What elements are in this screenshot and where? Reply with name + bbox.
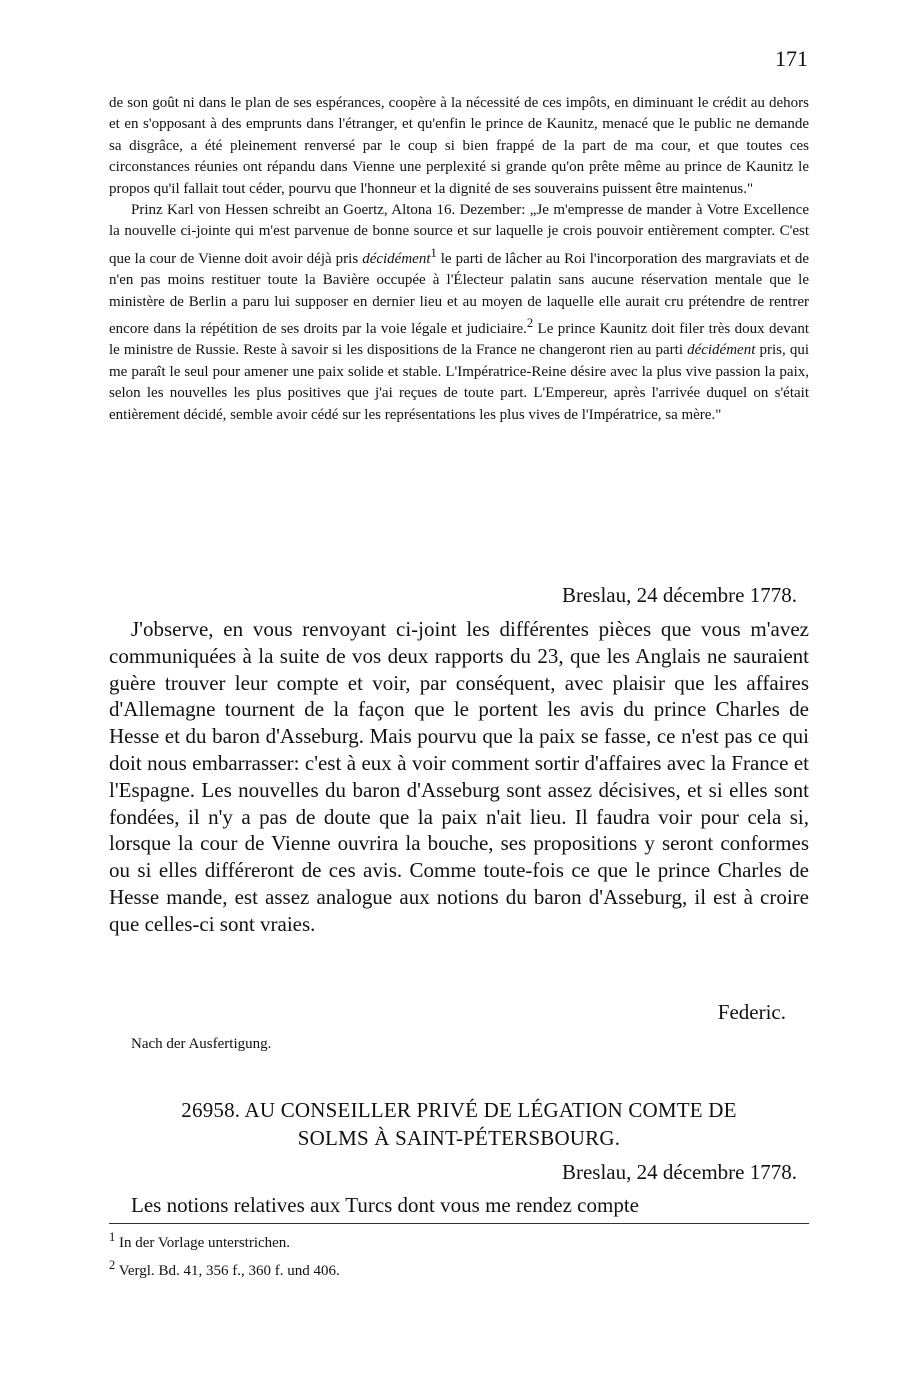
source-note: Nach der Ausfertigung. xyxy=(131,1036,272,1052)
letter1-dateline: Breslau, 24 décembre 1778. xyxy=(561,583,797,607)
letter2-body-start: Les notions relatives aux Turcs dont vous me rendez compte xyxy=(131,1193,639,1217)
footnote-text: In der Vorlage unterstrichen. xyxy=(119,1235,291,1251)
quoted-passage xyxy=(109,93,809,426)
footnote-1 xyxy=(109,1226,340,1254)
quote-paragraph-2 xyxy=(109,200,809,426)
letter1-body: J'observe, en vous renvoyant ci-joint les différentes pièces que vous m'avez communiquées à la suite de vos deux rapports du 23, que les Anglais ne sauraient guère trouver leur compte et voir, par conséquent, avec plaisir que les affaires d'Allemagne tournent de la façon que le portent les avis du prince Charles de Hesse et du baron d'Asseburg. Mais pourvu que la paix se fasse, ce n'est pas ce qui doit nous embarrasser: c'est à eux à voir comment sortir d'affaires avec la France et l'Espagne. Les nouvelles du baron d'Asseburg sont assez décisives, et si elles sont fondées, il n'y a pas de doute que la paix n'ait lieu. Il faudra voir pour cela si, lorsque la cour de Vienne ouvrira la bouche, ses propositions y seront conformes ou si elles différeront de ces avis. Comme toute-fois ce que le prince Charles de Hesse mande, est assez analogue aux notions du baron d'Asseburg, il est à croire que celles-ci sont vraies. xyxy=(109,617,809,936)
letter2-dateline: Breslau, 24 décembre 1778. xyxy=(561,1160,797,1184)
footnote-ref-1: 1 xyxy=(430,245,437,260)
letter2-heading xyxy=(109,1096,809,1152)
heading-line-1 xyxy=(109,1096,809,1124)
quote-text: pris, qui me paraît le seul pour amener une paix solide et stable. L'Impératrice-Reine désire avec la plus vive passion la paix, selon les nouvelles les plus positives que j'ai reçues de toute part. L'Empereur, après l'arrivée duquel on s'était entièrement décidé, semble avoir cédé sur les représentations les plus vives de l'Impératrice, sa mère." xyxy=(109,342,809,423)
quote-paragraph-1: de son goût ni dans le plan de ses espérances, coopère à la nécessité de ces impôts, en diminuant le crédit au dehors et en s'opposant à des emprunts dans l'étranger, et qu'enfin le prince de Kaunitz, menacé que le public ne demande sa disgrâce, a été pleinement renversé par le coup si bien frappé de la part de ma cour, et que toutes ces circonstances réunies ont répandu dans Vienne une perplexité si grande qu'on prête même au prince de Kaunitz le propos qu'il fallait tout céder, pourvu que l'honneur et la dignité de ses souverains puissent être maintenus." xyxy=(109,95,809,197)
footnote-mark: 1 xyxy=(109,1230,116,1244)
footnote-mark: 2 xyxy=(109,1258,116,1272)
emphasis: décidément xyxy=(687,342,756,359)
footnote-rule xyxy=(109,1223,809,1224)
heading-text: AU CONSEILLER PRIVÉ DE LÉGATION COMTE DE xyxy=(244,1098,737,1122)
footnote-2 xyxy=(109,1254,340,1282)
page-number: 171 xyxy=(775,46,808,71)
footnotes xyxy=(109,1226,340,1282)
heading-line-2: SOLMS À SAINT-PÉTERSBOURG. xyxy=(297,1126,621,1150)
letter-number: 26958. xyxy=(181,1098,241,1122)
quote-text: le parti de lâcher au Roi l'incorporation des margraviats et de n'en pas moins restituer toute la Bavière occupée à l'Électeur palatin sans aucune réservation mentale que le ministère de Berlin a paru lui supposer en dernier lieu et au moyen de laquelle elle aurait cru prétendre de rentrer encore dans la répétition de ses droits par la voie légale et judiciaire. xyxy=(109,250,810,338)
quote-text: Prinz Karl von Hessen schreibt an Goertz, Altona 16. Dezember: „Je m'empresse de mander à Votre Excellence la nouvelle ci-jointe qui m'est parvenue de bonne source et sur laquelle je crois pouvoir entièrement compter. C'est que la cour de Vienne doit avoir déjà pris xyxy=(109,202,809,267)
footnote-ref-2: 2 xyxy=(526,316,534,331)
emphasis: décidément xyxy=(362,250,431,267)
quote-text: Le prince Kaunitz doit filer très doux devant le ministre de Russie. Reste à savoir si les dispositions de la France ne changeront rien au parti xyxy=(109,321,809,359)
footnote-text: Vergl. Bd. 41, 356 f., 360 f. und 406. xyxy=(118,1263,340,1279)
letter1-signature: Federic. xyxy=(717,1000,786,1024)
